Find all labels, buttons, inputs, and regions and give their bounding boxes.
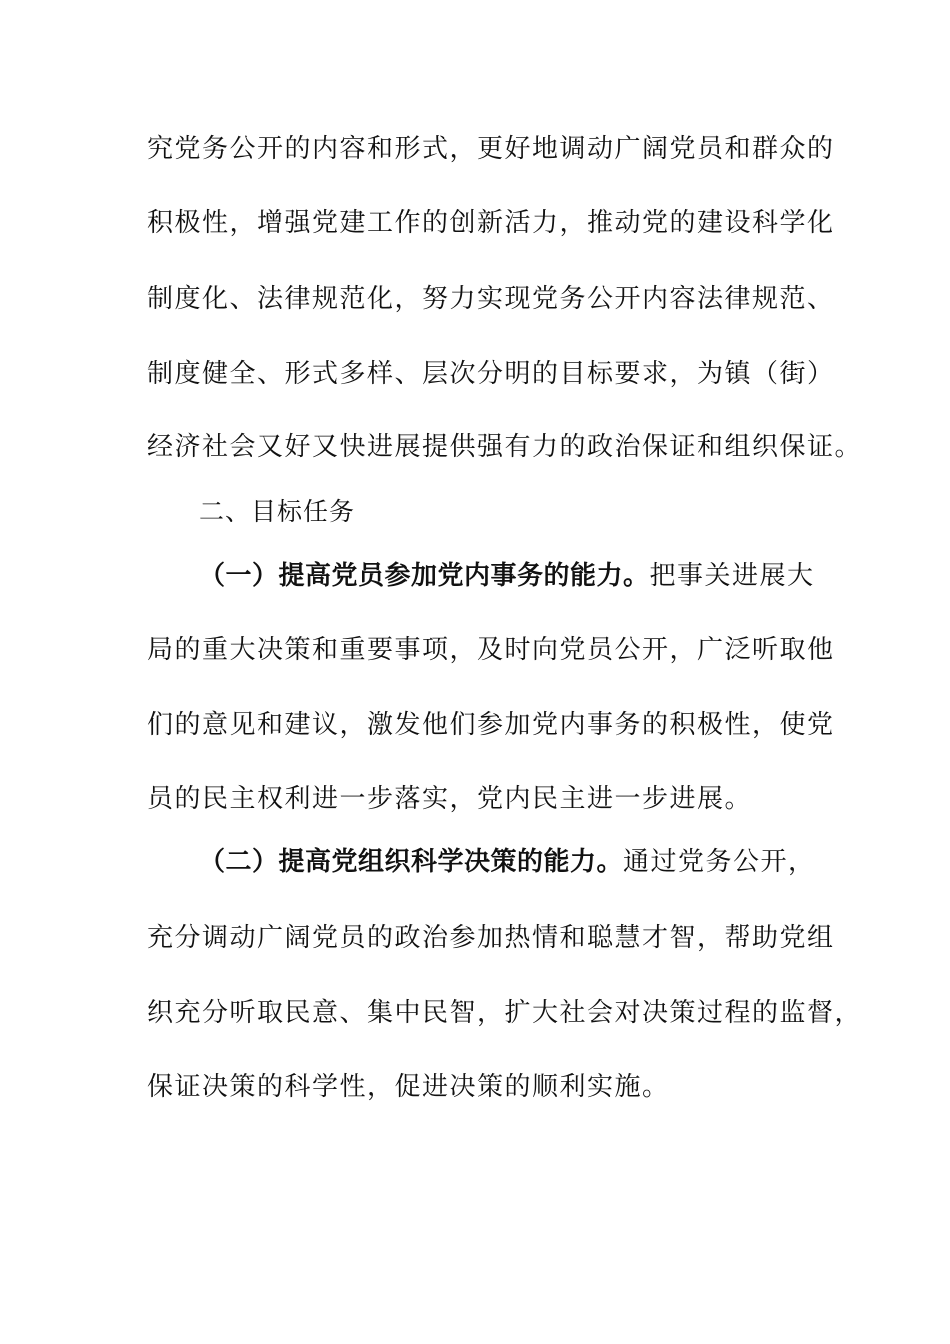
- paragraph-line: 们的意见和建议，激发他们参加党内事务的积极性，使党: [147, 710, 835, 740]
- item-2-title: （二）提高党组织科学决策的能力。: [199, 847, 624, 877]
- paragraph-line: 制度化、法律规范化，努力实现党务公开内容法律规范、: [147, 284, 835, 314]
- paragraph-line: 织充分听取民意、集中民智，扩大社会对决策过程的监督，: [147, 998, 863, 1028]
- section-heading: 二、目标任务: [199, 497, 356, 526]
- paragraph-line: 保证决策的科学性，促进决策的顺利实施。: [147, 1072, 670, 1102]
- paragraph-line: 经济社会又好又快进展提供强有力的政治保证和组织保证。: [147, 432, 863, 462]
- paragraph-line: 究党务公开的内容和形式，更好地调动广阔党员和群众的: [147, 134, 835, 164]
- paragraph-line: 员的民主权利进一步落实，党内民主进一步进展。: [147, 784, 753, 814]
- item-1-title: （一）提高党员参加党内事务的能力。: [199, 561, 650, 591]
- paragraph-line: 充分调动广阔党员的政治参加热情和聪慧才智，帮助党组: [147, 923, 835, 953]
- item-2-first-line: [199, 845, 816, 879]
- item-1-first-line-text: 把事关进展大: [649, 561, 815, 591]
- paragraph-line: 局的重大决策和重要事项，及时向党员公开，广泛听取他: [147, 635, 835, 665]
- item-2-first-line-text: 通过党务公开，: [623, 847, 816, 877]
- item-1-first-line: [199, 559, 815, 593]
- paragraph-line: 制度健全、形式多样、层次分明的目标要求，为镇（街）: [147, 359, 835, 389]
- paragraph-line: 积极性，增强党建工作的创新活力，推动党的建设科学化: [147, 208, 835, 238]
